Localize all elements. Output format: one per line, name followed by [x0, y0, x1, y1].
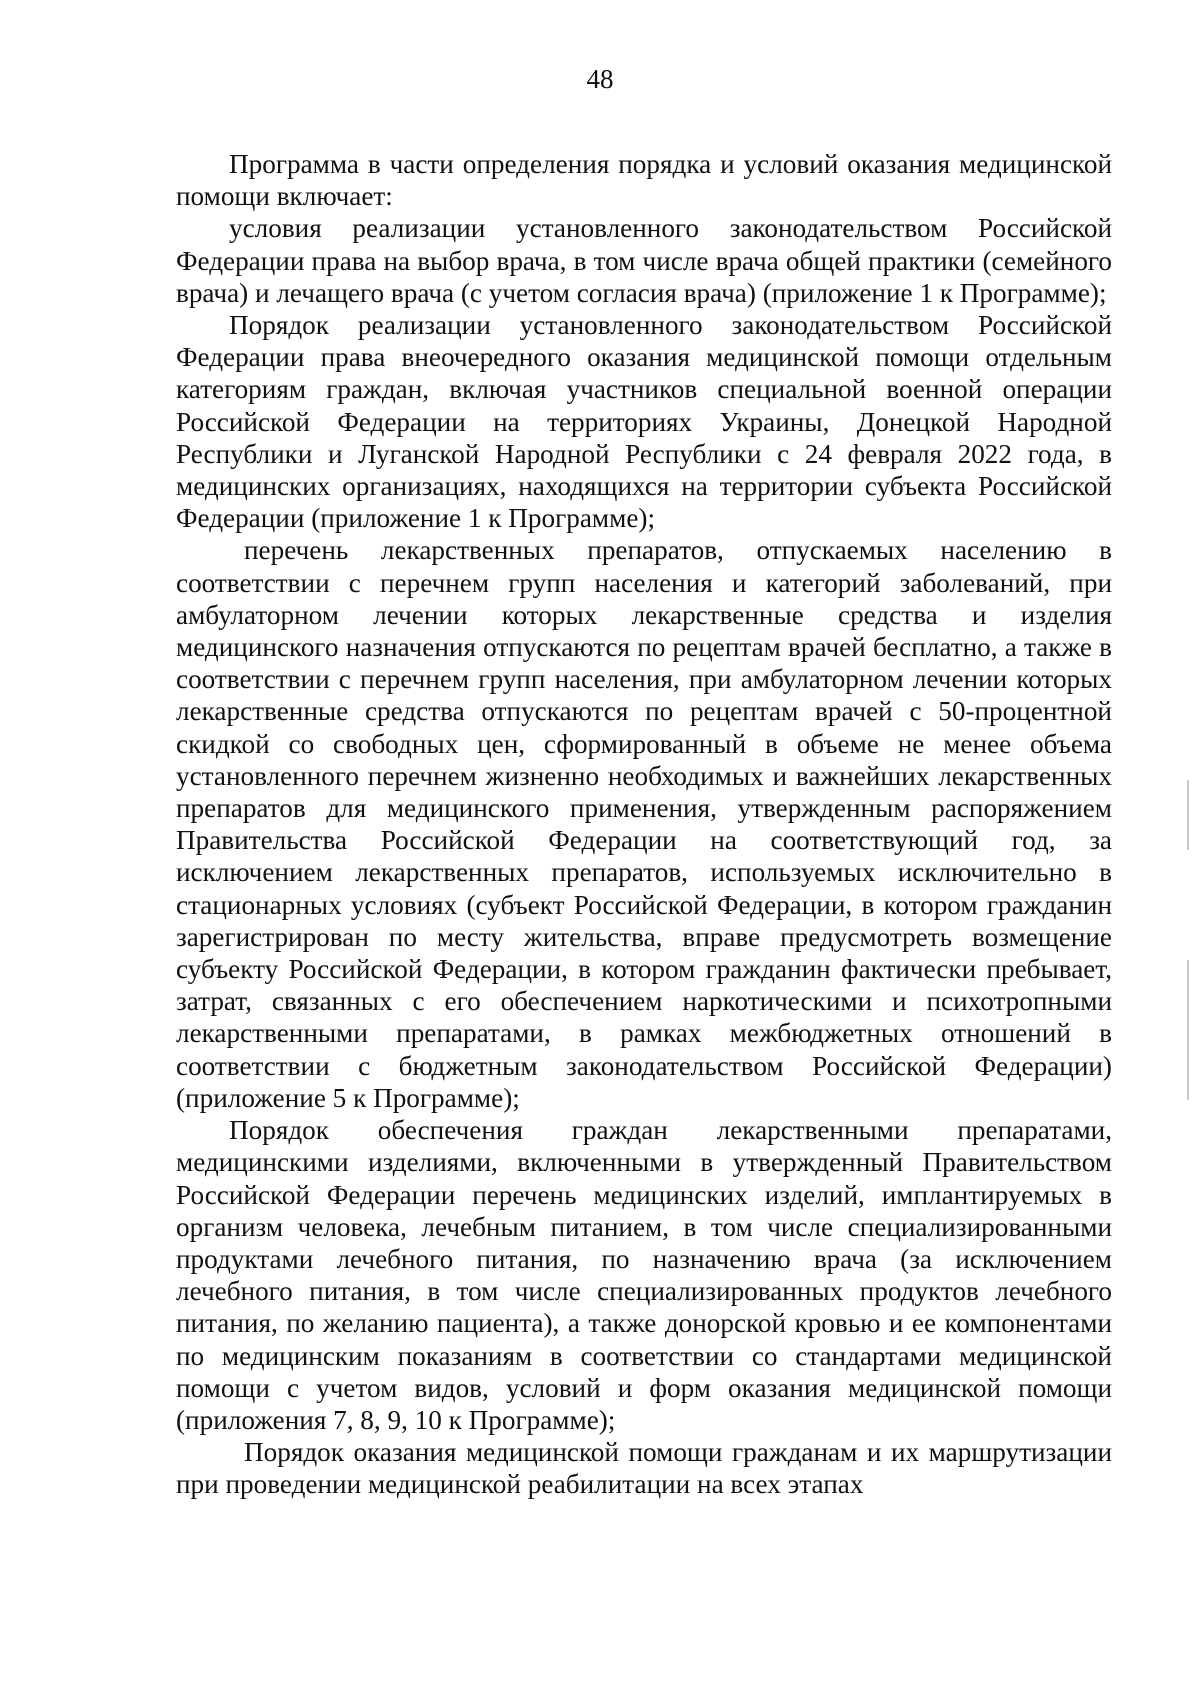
- paragraph-intro: Программа в части определения порядка и условий оказания медицинской помощи включает:: [176, 149, 1112, 212]
- paragraph-rehabilitation: Порядок оказания медицинской помощи гражданам и их маршрутизации при проведении медицинской реабилитации на всех этапах: [176, 1437, 1112, 1500]
- paragraph-drug-list: перечень лекарственных препаратов, отпускаемых населению в соответствии с перечнем групп населения и категорий заболеваний, при амбулаторном лечении которых лекарственные средства и изделия медицинского назначения отпускаются по рецептам врачей бесплатно, а также в соответствии с перечнем групп населения, при амбулаторном лечении которых лекарственные средства отпускаются по рецептам врачей с 50-процентной скидкой со свободных цен, сформированный в объеме не менее объема установленного перечнем жизненно необходимых и важнейших лекарственных препаратов для медицинского применения, утвержденным распоряжением Правительства Российской Федерации на соответствующий год, за исключением лекарственных препаратов, используемых исключительно в стационарных условиях (субъект Российской Федерации, в котором гражданин зарегистрирован по месту жительства, вправе предусмотреть возмещение субъекту Российской Федерации, в котором гражданин фактически пребывает, затрат, связанных с его обеспечением наркотическими и психотропными лекарственными препаратами, в рамках межбюджетных отношений в соответствии с бюджетным законодательством Российской Федерации) (приложение 5 к Программе);: [176, 535, 1112, 1113]
- paragraph-doctor-choice: условия реализации установленного законодательством Российской Федерации права на выбор врача, в том числе врача общей практики (семейного врача) и лечащего врача (с учетом согласия врача) (приложение 1 к Программе);: [176, 213, 1112, 308]
- scan-edge-mark: [1187, 780, 1189, 850]
- paragraph-drug-provision: Порядок обеспечения граждан лекарственными препаратами, медицинскими изделиями, включенными в утвержденный Правительством Российской Федерации перечень медицинских изделий, имплантируемых в организм человека, лечебным питанием, в том числе специализированными продуктами лечебного питания, по назначению врача (за исключением лечебного питания, в том числе специализированных продуктов лечебного питания, по желанию пациента), а также донорской кровью и ее компонентами по медицинским показаниям в соответствии со стандартами медицинской помощи с учетом видов, условий и форм оказания медицинской помощи (приложения 7, 8, 9, 10 к Программе);: [176, 1115, 1112, 1435]
- paragraph-priority-care: Порядок реализации установленного законодательством Российской Федерации права внеочередного оказания медицинской помощи отдельным категориям граждан, включая участников специальной военной операции Российской Федерации на территориях Украины, Донецкой Народной Республики и Луганской Народной Республики с 24 февраля 2022 года, в медицинских организациях, находящихся на территории субъекта Российской Федерации (приложение 1 к Программе);: [176, 310, 1112, 534]
- scan-edge-mark: [1187, 960, 1189, 1100]
- page-number: 48: [586, 64, 614, 94]
- document-body: [176, 148, 1112, 1501]
